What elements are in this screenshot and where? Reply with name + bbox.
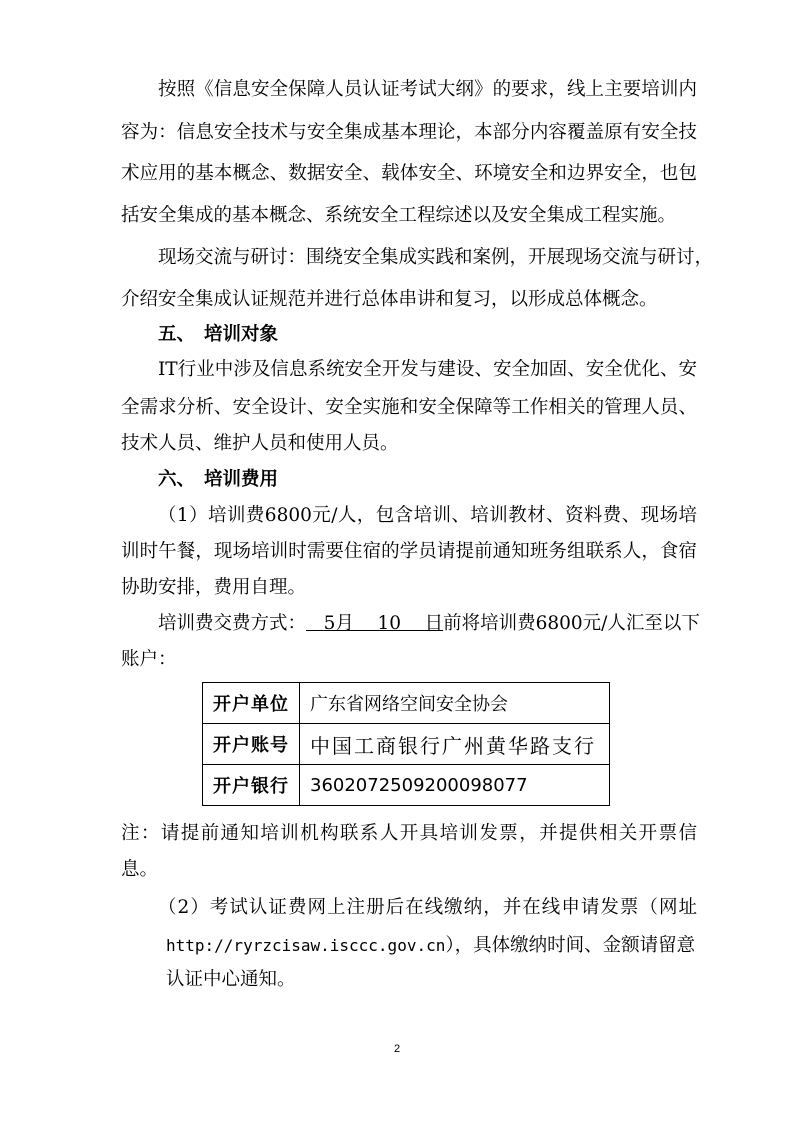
section-number: 六、 [158, 469, 196, 490]
paragraph-3-line-2: 全需求分析、安全设计、安全实施和安全保障等工作相关的管理人员、 [121, 397, 697, 418]
section-title: 培训费用 [204, 469, 279, 490]
paragraph-1-line-2: 容为：信息安全技术与安全集成基本理论，本部分内容覆盖原有安全技 [121, 122, 697, 143]
payment-deadline: 5月 10 日 [323, 613, 444, 634]
cert-website-link[interactable]: http://ryrzcisaw.isccc.gov.cn [166, 936, 446, 955]
paragraph-4-line-3: 协助安排，费用自理。 [121, 577, 307, 598]
paragraph-6-line-2: http://ryrzcisaw.isccc.gov.cn），具体缴纳时间、金额请留意 [166, 935, 696, 956]
bank-account-table [202, 682, 610, 806]
section-heading-6 [158, 468, 697, 492]
paragraph-4-line-1: （1）培训费6800元/人，包含培训、培训教材、资料费、现场培 [158, 505, 697, 526]
table-row [203, 724, 610, 765]
paragraph-3-line-3: 技术人员、维护人员和使用人员。 [121, 433, 399, 454]
section-number: 五、 [158, 324, 196, 345]
paragraph-2-line-2: 介绍安全集成认证规范并进行总体串讲和复习，以形成总体概念。 [121, 289, 658, 310]
payment-method-line-1: 培训费交费方式： 5月 10 日前将培训费6800元/人汇至以下 [158, 613, 700, 634]
table-value: 广东省网络空间安全协会 [300, 683, 610, 724]
paragraph-1-line-3: 术应用的基本概念、数据安全、载体安全、环境安全和边界安全，也包 [121, 163, 697, 184]
page-number: 2 [393, 1043, 401, 1055]
table-value: 3602072509200098077 [300, 765, 610, 806]
paragraph-6-line-3: 认证中心通知。 [166, 969, 296, 990]
table-label: 开户银行 [203, 765, 300, 806]
note-line-1: 注：请提前通知培训机构联系人开具培训发票，并提供相关开票信 [121, 823, 697, 844]
paragraph-2-line-1: 现场交流与研讨：围绕安全集成实践和案例，开展现场交流与研讨， [158, 247, 714, 268]
note-line-2: 息。 [121, 859, 159, 880]
table-value: 中国工商银行广州黄华路支行 [300, 724, 610, 765]
section-title: 培训对象 [204, 324, 279, 345]
table-row [203, 765, 610, 806]
table-label: 开户账号 [203, 724, 300, 765]
paragraph-3-line-1: IT行业中涉及信息系统安全开发与建设、安全加固、安全优化、安 [158, 359, 697, 380]
payment-method-line-2: 账户： [121, 649, 177, 670]
paragraph-6-line-1: （2）考试认证费网上注册后在线缴纳，并在线申请发票（网址 [158, 897, 697, 918]
paragraph-1-line-4: 括安全集成的基本概念、系统安全工程综述以及安全集成工程实施。 [121, 205, 677, 226]
paragraph-4-line-2: 训时午餐，现场培训时需要住宿的学员请提前通知班务组联系人，食宿 [121, 541, 697, 562]
table-label: 开户单位 [203, 683, 300, 724]
section-heading-5 [158, 323, 697, 347]
table-row [203, 683, 610, 724]
paragraph-1-line-1: 按照《信息安全保障人员认证考试大纲》的要求，线上主要培训内 [158, 79, 697, 100]
